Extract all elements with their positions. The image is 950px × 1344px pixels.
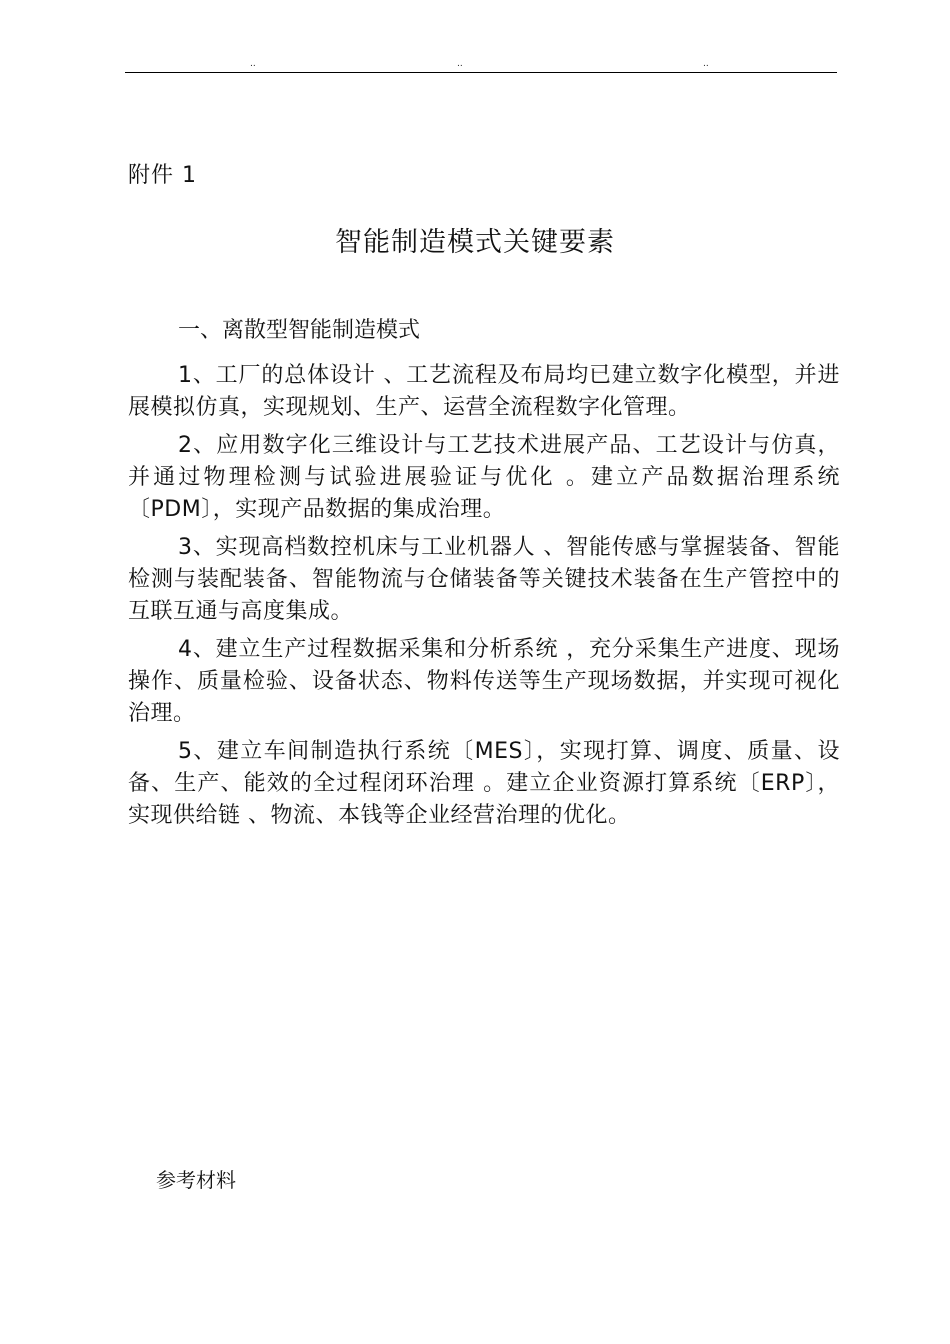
paragraph-1: 1、工厂的总体设计 、工艺流程及布局均已建立数字化模型，并进展模拟仿真，实现规划、生产、运营全流程数字化管理。: [128, 363, 840, 420]
footer-note: 参考材料: [156, 1168, 236, 1192]
header-mark-left: ..: [250, 59, 256, 69]
paragraph-2: 2、应用数字化三维设计与工艺技术进展产品、工艺设计与仿真，并通过物理检测与试验进展验证与优化 。建立产品数据治理系统〔PDM〕，实现产品数据的集成治理。: [128, 433, 840, 522]
paragraph-4: 4、建立生产过程数据采集和分析系统 ，充分采集生产进度、现场操作、质量检验、设备状态、物料传送等生产现场数据，并实现可视化治理。: [128, 637, 840, 726]
attachment-label: 附件 1: [128, 163, 197, 188]
section-heading: 一、离散型智能制造模式: [178, 318, 421, 343]
document-body: [128, 314, 840, 838]
paragraph-5: 5、建立车间制造执行系统〔MES〕，实现打算、调度、质量、设备、生产、能效的全过程闭环治理 。建立企业资源打算系统〔ERP〕，实现供给链 、物流、本钱等企业经营治理的优化。: [128, 739, 840, 828]
page-header-rule: [125, 60, 837, 73]
document-title: 智能制造模式关键要素: [335, 227, 615, 258]
paragraph-3: 3、实现高档数控机床与工业机器人 、智能传感与掌握装备、智能检测与装配装备、智能物流与仓储装备等关键技术装备在生产管控中的互联互通与高度集成。: [128, 535, 840, 624]
header-mark-right: ..: [703, 59, 709, 69]
header-mark-center: ..: [457, 59, 463, 69]
